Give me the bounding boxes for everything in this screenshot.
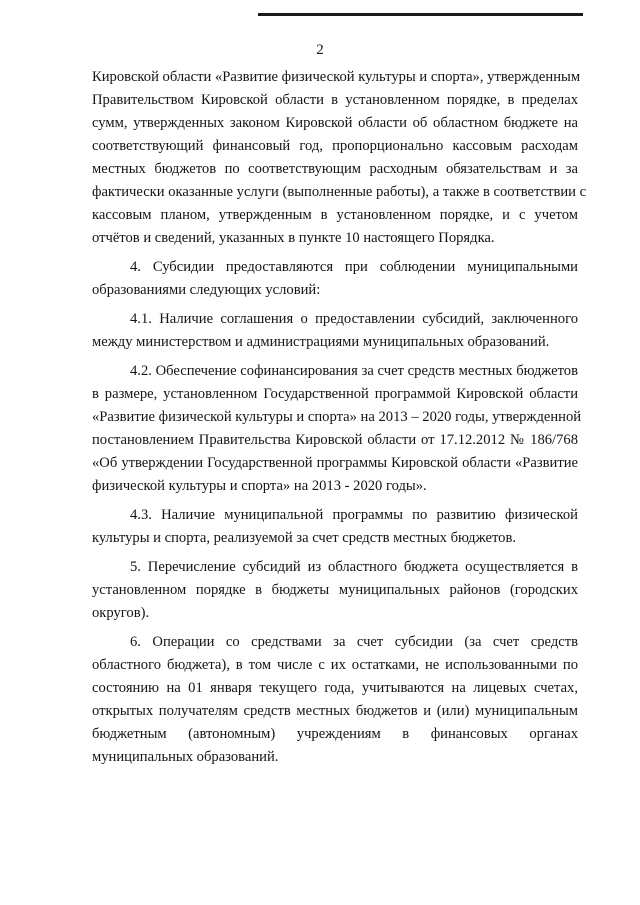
paragraph-4-2: [92, 360, 582, 498]
text-line: Правительством Кировской области в установленном порядке, в пределах: [92, 92, 578, 108]
text-line: 4. Субсидии предоставляются при соблюдении муниципальными: [130, 259, 578, 275]
text-line: 5. Перечисление субсидий из областного бюджета осуществляется в: [130, 559, 578, 575]
text-line: соответствующий финансовый год, пропорционально кассовым расходам: [92, 138, 578, 154]
text-line: 4.3. Наличие муниципальной программы по развитию физической: [130, 507, 578, 523]
text-line: физической культуры и спорта» на 2013 - 2020 годы».: [92, 478, 427, 494]
text-line: 4.1. Наличие соглашения о предоставлении субсидий, заключенного: [130, 311, 578, 327]
paragraph-4-1: [92, 308, 578, 354]
paragraph-4-3: [92, 504, 578, 550]
text-line: «Об утверждении Государственной программы Кировской области «Развитие: [92, 455, 578, 471]
text-line: «Развитие физической культуры и спорта» на 2013 – 2020 годы, утвержденной: [92, 409, 582, 425]
page-number: 2: [316, 42, 324, 58]
paragraph-6: [92, 631, 578, 769]
paragraph-5: [92, 556, 578, 625]
text-line: сумм, утвержденных законом Кировской области об областном бюджете на: [92, 115, 578, 131]
paragraph-4: [92, 256, 578, 302]
text-line: 4.2. Обеспечение софинансирования за счет средств местных бюджетов: [130, 363, 578, 379]
text-line: открытых получателям средств местных бюджетов и (или) муниципальным: [92, 703, 578, 719]
text-line: местных бюджетов по соответствующим расходным обязательствам и за: [92, 161, 578, 177]
text-line: бюджетным (автономным) учреждениям в финансовых органах: [92, 726, 578, 742]
text-line: культуры и спорта, реализуемой за счет средств местных бюджетов.: [92, 530, 517, 546]
document-body: [92, 66, 587, 775]
text-line: состоянию на 01 января текущего года, учитываются на лицевых счетах,: [92, 680, 578, 696]
text-line: постановлением Правительства Кировской области от 17.12.2012 № 186/768: [92, 432, 578, 448]
paragraph-3-continuation: [92, 66, 587, 250]
text-line: округов).: [92, 605, 150, 621]
text-line: кассовым планом, утвержденным в установленном порядке, и с учетом: [92, 207, 578, 223]
text-line: Кировской области «Развитие физической культуры и спорта», утвержденным: [92, 69, 581, 85]
text-line: муниципальных образований.: [92, 749, 279, 765]
text-line: установленном порядке в бюджеты муниципальных районов (городских: [92, 582, 578, 598]
text-line: между министерством и администрациями муниципальных образований.: [92, 334, 550, 350]
text-line: в размере, установленном Государственной программой Кировской области: [92, 386, 578, 402]
text-line: областного бюджета), в том числе с их остатками, не использованными по: [92, 657, 578, 673]
text-line: 6. Операции со средствами за счет субсидии (за счет средств: [130, 634, 578, 650]
header-rule: [258, 13, 583, 16]
text-line: образованиями следующих условий:: [92, 282, 321, 298]
text-line: отчётов и сведений, указанных в пункте 10 настоящего Порядка.: [92, 230, 495, 246]
text-line: фактически оказанные услуги (выполненные работы), а также в соответствии с: [92, 184, 587, 200]
